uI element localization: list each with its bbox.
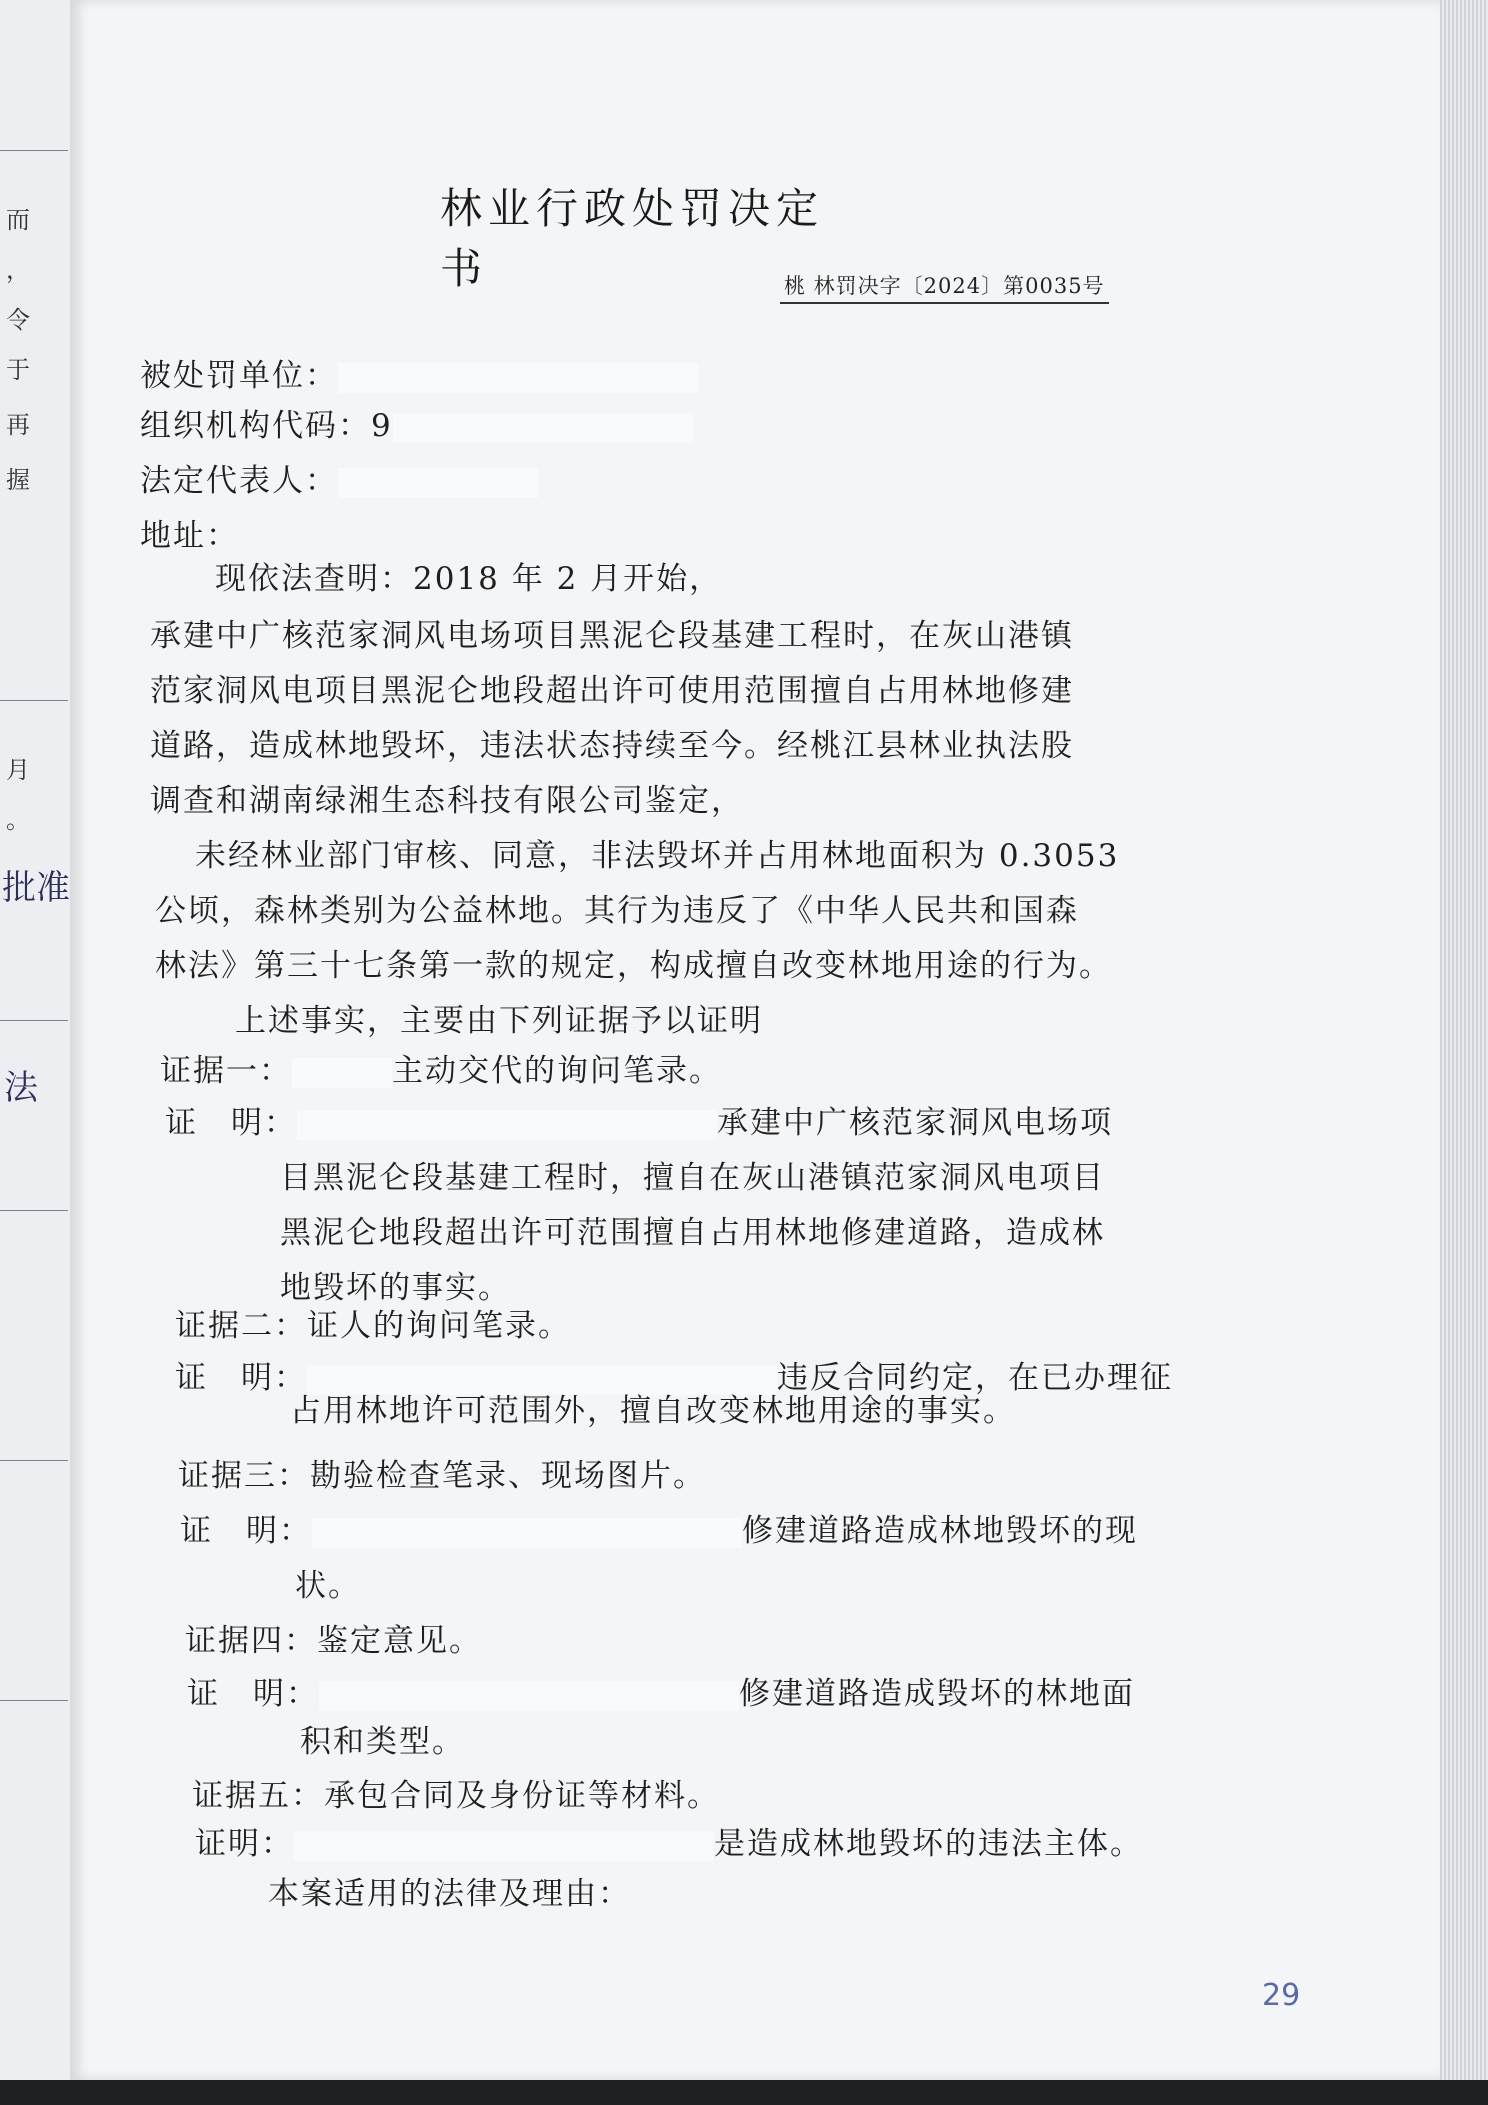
evidence-label: 证据一： [160, 1053, 292, 1089]
document-page [70, 0, 1440, 2080]
proof-line: 黑泥仑地段超出许可范围擅自占用林地修建道路，造成林 [280, 1215, 1105, 1251]
margin-fragment: 于 [6, 356, 30, 384]
field-label: 法定代表人： [140, 463, 338, 499]
field-unit [140, 350, 698, 395]
proof-line: 目黑泥仑段基建工程时，擅自在灰山港镇范家洞风电项目 [280, 1160, 1105, 1196]
redaction [294, 1831, 714, 1861]
redaction [338, 363, 698, 393]
margin-fragment: ， [6, 256, 30, 284]
evidence-label: 证据二： [175, 1308, 307, 1344]
evidence-4-heading [185, 1615, 482, 1660]
field-label: 地址： [140, 518, 239, 554]
facts-line: 未经林业部门审核、同意，非法毁坏并占用林地面积为 0.3053 [195, 838, 1120, 874]
evidence-1-heading [160, 1045, 722, 1090]
proof-label: 证明： [195, 1826, 294, 1862]
margin-fragment: 令 [6, 306, 30, 334]
evidence-label: 证据四： [185, 1623, 317, 1659]
proof-line: 修建道路造成林地毁坏的现 [742, 1513, 1138, 1549]
proof-line: 承建中广核范家洞风电场项 [717, 1105, 1113, 1141]
margin-fragment: 再 [6, 411, 30, 439]
margin-fragment: 而 [6, 206, 30, 234]
evidence-name: 主动交代的询问笔录。 [392, 1053, 722, 1089]
proof-label: 证 明： [175, 1360, 307, 1396]
proof-label: 证 明： [187, 1676, 319, 1712]
evidence-label: 证据五： [192, 1778, 324, 1814]
proof-label: 证 明： [165, 1105, 297, 1141]
evidence-2-heading [175, 1300, 571, 1345]
redaction [297, 1110, 717, 1140]
redaction [338, 468, 538, 498]
facts-line: 林法》第三十七条第一款的规定，构成擅自改变林地用途的行为。 [155, 948, 1112, 984]
proof-line: 积和类型。 [300, 1724, 465, 1760]
evidence-5-proof [195, 1818, 1143, 1863]
margin-fragment: 。 [6, 806, 30, 834]
document-number: 桃 林罚决字〔2024〕第0035号 [780, 270, 1109, 304]
facts-line: 现依法查明：2018 年 2 月开始， [215, 561, 723, 597]
proof-line: 状。 [295, 1568, 361, 1604]
page-number: 29 [1262, 1978, 1301, 2013]
facts-line: 公顷，森林类别为公益林地。其行为违反了《中华人民共和国森 [155, 893, 1079, 929]
page-stack-edge [1440, 0, 1488, 2105]
evidence-name: 勘验检查笔录、现场图片。 [310, 1458, 706, 1494]
evidence-3-heading [178, 1450, 706, 1495]
facts-line: 范家洞风电项目黑泥仑地段超出许可使用范围擅自占用林地修建 [150, 673, 1074, 709]
scanner-border [0, 2080, 1488, 2105]
evidence-name: 证人的询问笔录。 [307, 1308, 571, 1344]
proof-line: 地毁坏的事实。 [280, 1270, 511, 1306]
evidence-name: 鉴定意见。 [317, 1623, 482, 1659]
redaction [319, 1681, 739, 1711]
document-title: 林业行政处罚决定书 [440, 184, 825, 293]
evidence-5-heading [192, 1770, 720, 1815]
redaction [312, 1518, 742, 1548]
facts-line: 承建中广核范家洞风电场项目黑泥仑段基建工程时，在灰山港镇 [150, 618, 1074, 654]
proof-label: 证 明： [180, 1513, 312, 1549]
proof-line: 占用林地许可范围外，擅自改变林地用途的事实。 [290, 1393, 1016, 1429]
evidence-label: 证据三： [178, 1458, 310, 1494]
facts-line: 调查和湖南绿湘生态科技有限公司鉴定， [150, 783, 744, 819]
margin-fragment: 握 [6, 466, 30, 494]
proof-line: 修建道路造成毁坏的林地面 [739, 1676, 1135, 1712]
margin-handwriting: 法 [4, 1068, 38, 1108]
evidence-intro: 上述事实，主要由下列证据予以证明 [235, 1003, 763, 1039]
redaction [292, 1058, 392, 1088]
law-intro: 本案适用的法律及理由： [268, 1876, 631, 1912]
field-org-code [140, 400, 693, 445]
margin-handwriting: 批准 [2, 868, 70, 908]
field-address [140, 510, 239, 555]
redaction [393, 413, 693, 443]
evidence-1-proof [165, 1097, 1113, 1142]
margin-fragment: 月 [6, 756, 30, 784]
proof-line: 违反合同约定，在已办理征 [777, 1360, 1173, 1396]
evidence-3-proof [180, 1505, 1138, 1550]
field-legal-rep [140, 455, 538, 500]
field-label: 被处罚单位： [140, 358, 338, 394]
evidence-4-proof [187, 1668, 1135, 1713]
evidence-name: 承包合同及身份证等材料。 [324, 1778, 720, 1814]
facts-line: 道路，造成林地毁坏，违法状态持续至今。经桃江县林业执法股 [150, 728, 1074, 764]
field-value: 9 [371, 408, 393, 444]
field-label: 组织机构代码： [140, 408, 371, 444]
left-binding-strip [0, 0, 72, 2105]
proof-line: 是造成林地毁坏的违法主体。 [714, 1826, 1143, 1862]
